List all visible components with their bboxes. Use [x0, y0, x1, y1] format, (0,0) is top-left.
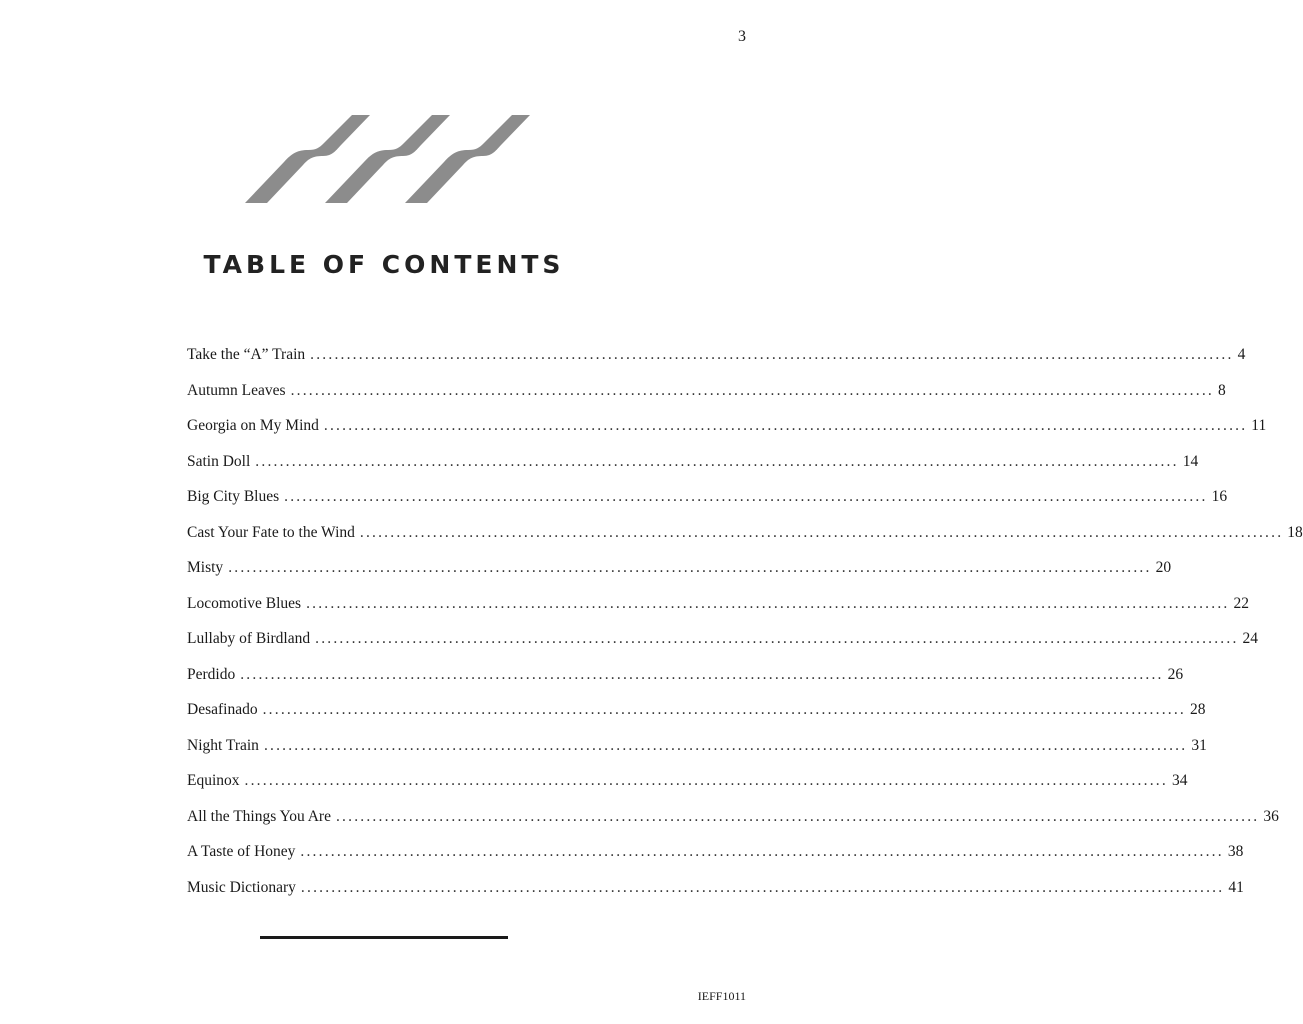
toc-entry-title: Desafinado	[187, 701, 258, 718]
toc-dot-leader: ........................................................................................................................................................	[300, 843, 1224, 860]
toc-entry	[187, 488, 1228, 524]
toc-entry	[187, 346, 1246, 382]
toc-entry-title: A Taste of Honey	[187, 843, 296, 860]
toc-entry	[187, 594, 1249, 631]
toc-entry-page: 14	[1182, 452, 1199, 470]
toc-entry-page: 36	[1263, 807, 1279, 825]
toc-entry	[187, 701, 1206, 737]
toc-dot-leader: ........................................................................................................................................................	[315, 630, 1239, 647]
toc-entry	[187, 772, 1188, 808]
toc-entry-title: Perdido	[187, 665, 236, 683]
toc-entry-page: 16	[1211, 488, 1228, 505]
toc-entry	[187, 878, 1244, 915]
toc-entry	[187, 523, 1303, 560]
toc-entry-page: 31	[1191, 736, 1207, 754]
toc-entry-title: Locomotive Blues	[187, 594, 302, 612]
toc-entry-page: 18	[1287, 523, 1303, 541]
table-of-contents	[187, 346, 1303, 914]
toc-entry-page: 41	[1228, 878, 1244, 896]
toc-entry-page: 24	[1242, 630, 1259, 647]
toc-entry	[187, 559, 1172, 595]
toc-dot-leader: ........................................................................................................................................................	[306, 594, 1230, 612]
toc-dot-leader: ........................................................................................................................................................	[335, 807, 1260, 825]
toc-entry-title: Night Train	[187, 736, 259, 754]
toc-entry-page: 22	[1233, 594, 1249, 612]
toc-entry	[187, 665, 1184, 702]
toc-entry-page: 28	[1190, 701, 1206, 718]
toc-entry	[187, 736, 1207, 773]
toc-entry-page: 26	[1167, 665, 1184, 683]
toc-dot-leader: ........................................................................................................................................................	[284, 488, 1208, 505]
toc-entry	[187, 630, 1259, 666]
toc-entry-title: Misty	[187, 559, 224, 576]
toc-dot-leader: ........................................................................................................................................................	[359, 523, 1284, 541]
toc-entry-title: Equinox	[187, 772, 240, 789]
three-wave-strokes-icon	[240, 110, 530, 210]
toc-entry-page: 8	[1217, 381, 1226, 399]
toc-entry-page: 11	[1251, 417, 1267, 434]
catalog-code: IEFF1011	[697, 989, 746, 1003]
toc-entry-title: Lullaby of Birdland	[187, 630, 311, 647]
toc-entry-page: 34	[1171, 772, 1188, 789]
divider-rule	[260, 936, 508, 939]
toc-dot-leader: ........................................................................................................................................................	[290, 381, 1214, 399]
toc-dot-leader: ........................................................................................................................................................	[262, 701, 1186, 718]
toc-dot-leader: ........................................................................................................................................................	[244, 772, 1168, 789]
toc-dot-leader: ........................................................................................................................................................	[310, 346, 1234, 363]
toc-entry-page: 20	[1155, 559, 1172, 576]
toc-dot-leader: ........................................................................................................................................................	[228, 559, 1152, 576]
toc-entry	[187, 807, 1279, 844]
toc-entry-title: Cast Your Fate to the Wind	[187, 523, 355, 541]
toc-entry-title: Big City Blues	[187, 488, 280, 505]
toc-entry	[187, 381, 1226, 418]
toc-dot-leader: ........................................................................................................................................................	[255, 452, 1179, 470]
toc-entry-title: Music Dictionary	[187, 878, 296, 896]
toc-entry-title: All the Things You Are	[187, 807, 331, 825]
toc-entry	[187, 417, 1267, 453]
toc-dot-leader: ........................................................................................................................................................	[323, 417, 1248, 434]
toc-entry-title: Georgia on My Mind	[187, 417, 319, 434]
toc-entry	[187, 843, 1244, 879]
page-title: TABLE OF CONTENTS	[203, 250, 565, 279]
toc-entry-title: Autumn Leaves	[187, 381, 286, 399]
toc-dot-leader: ........................................................................................................................................................	[300, 878, 1225, 896]
toc-dot-leader: ........................................................................................................................................................	[263, 736, 1188, 754]
toc-dot-leader: ........................................................................................................................................................	[240, 665, 1164, 683]
toc-entry-page: 4	[1237, 346, 1246, 363]
toc-entry-page: 38	[1227, 843, 1244, 860]
toc-entry-title: Take the “A” Train	[187, 346, 306, 363]
toc-entry	[187, 452, 1199, 489]
page-number: 3	[738, 28, 746, 45]
toc-entry-title: Satin Doll	[187, 452, 251, 470]
